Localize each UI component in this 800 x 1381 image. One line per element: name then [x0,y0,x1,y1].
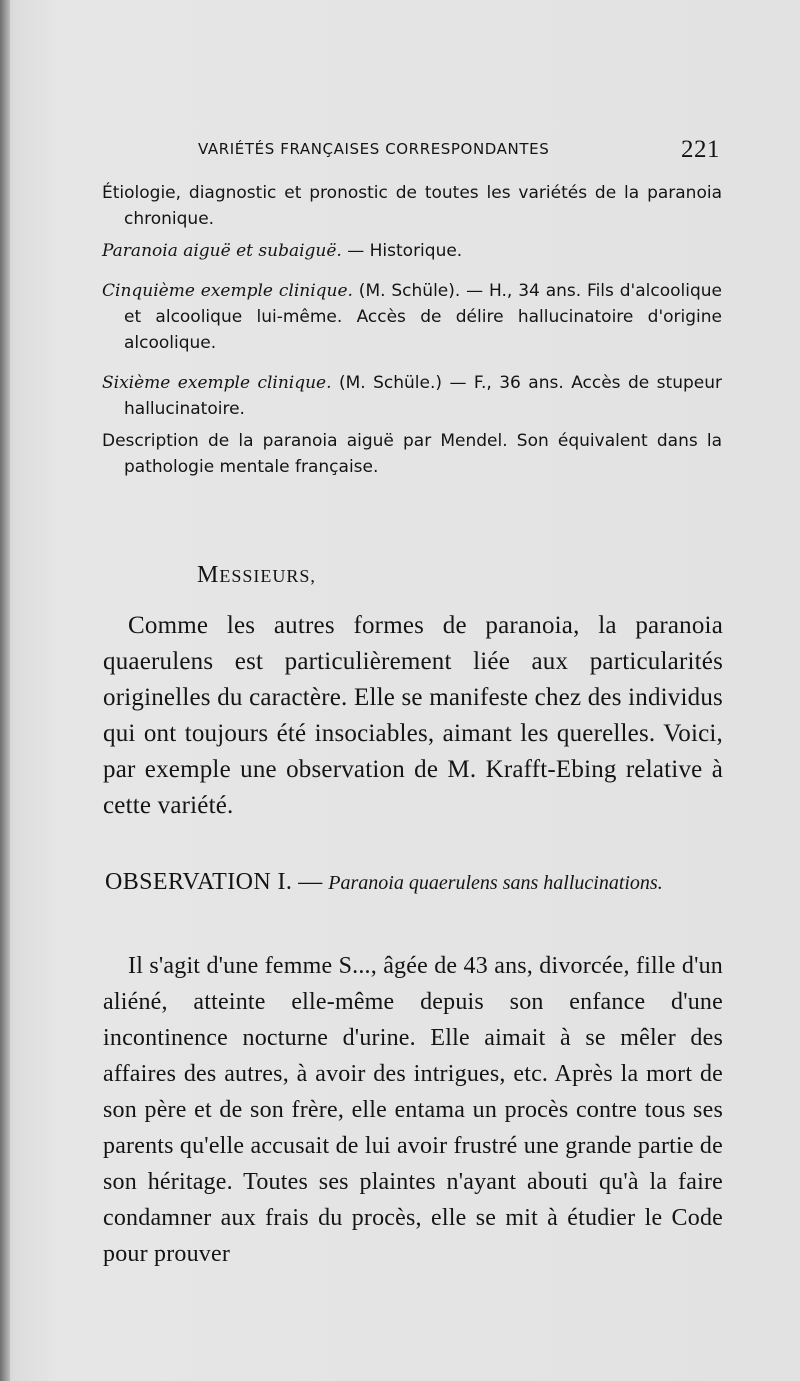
summary-paranoia-aigue-title: Paranoia aiguë et subaiguë. [102,241,342,261]
observation-label: OBSERVATION I. [105,869,293,895]
running-title: VARIÉTÉS FRANÇAISES CORRESPONDANTES [198,140,550,158]
paragraph-intro-text: Comme les autres formes de paranoia, la paranoia quaerulens est particulièrement liée aux particularités originelles du caractère. Elle se manifeste chez des individus qui ont toujours été insociables, aimant les querelles. Voici, par exemple une observation de M. Krafft-Ebing relative à cette variété. [103,612,723,819]
summary-cinquieme-exemple-title: Cinquième exemple clinique. [102,281,353,301]
summary-cinquieme-exemple-text: (M. Schüle). — H., 34 ans. Fils d'alcoolique et alcoolique lui-même. Accès de délire hallucinatoire d'origine alcoolique. [124,281,722,353]
chapter-summary [102,180,722,480]
page-gutter-shadow [0,0,10,1381]
running-head [198,136,720,170]
summary-paranoia-aigue-text: — Historique. [341,241,463,261]
summary-description-mendel-text: Description de la paranoia aiguë par Mendel. Son équivalent dans la pathologie mentale française. [102,431,722,477]
paragraph-intro [103,608,723,824]
summary-description-mendel [102,428,722,480]
summary-etiologie-text: Étiologie, diagnostic et pronostic de toutes les variétés de la paranoia chronique. [102,183,722,229]
summary-etiologie [102,180,722,232]
summary-sixieme-exemple-title: Sixième exemple clinique. [102,373,332,393]
paragraph-observation [103,948,723,1272]
summary-sixieme-exemple [102,370,722,422]
salutation [197,562,316,589]
summary-paranoia-aigue [102,238,722,264]
summary-cinquieme-exemple [102,278,722,356]
salutation-rest: ESSIEURS, [219,566,316,586]
observation-title: Paranoia quaerulens sans hallucinations. [328,872,663,894]
paragraph-observation-text: Il s'agit d'une femme S..., âgée de 43 ans, divorcée, fille d'un aliéné, atteinte elle-même depuis son enfance d'une incontinence nocturne d'urine. Elle aimait à se mêler des affaires des autres, à avoir des intrigues, etc. Après la mort de son père et de son frère, elle entama un procès contre tous ses parents qu'elle accusait de lui avoir frustré une grande partie de son héritage. Toutes ses plaintes n'ayant abouti qu'à la faire condamner aux frais du procès, elle se mit à étudier le Code pour prouver [103,953,723,1267]
page-number: 221 [681,136,720,163]
observation-dash: — [292,869,329,895]
summary-sixieme-exemple-text: (M. Schüle.) — F., 36 ans. Accès de stupeur hallucinatoire. [124,373,722,419]
salutation-initial: M [197,562,220,588]
observation-heading [105,862,725,903]
